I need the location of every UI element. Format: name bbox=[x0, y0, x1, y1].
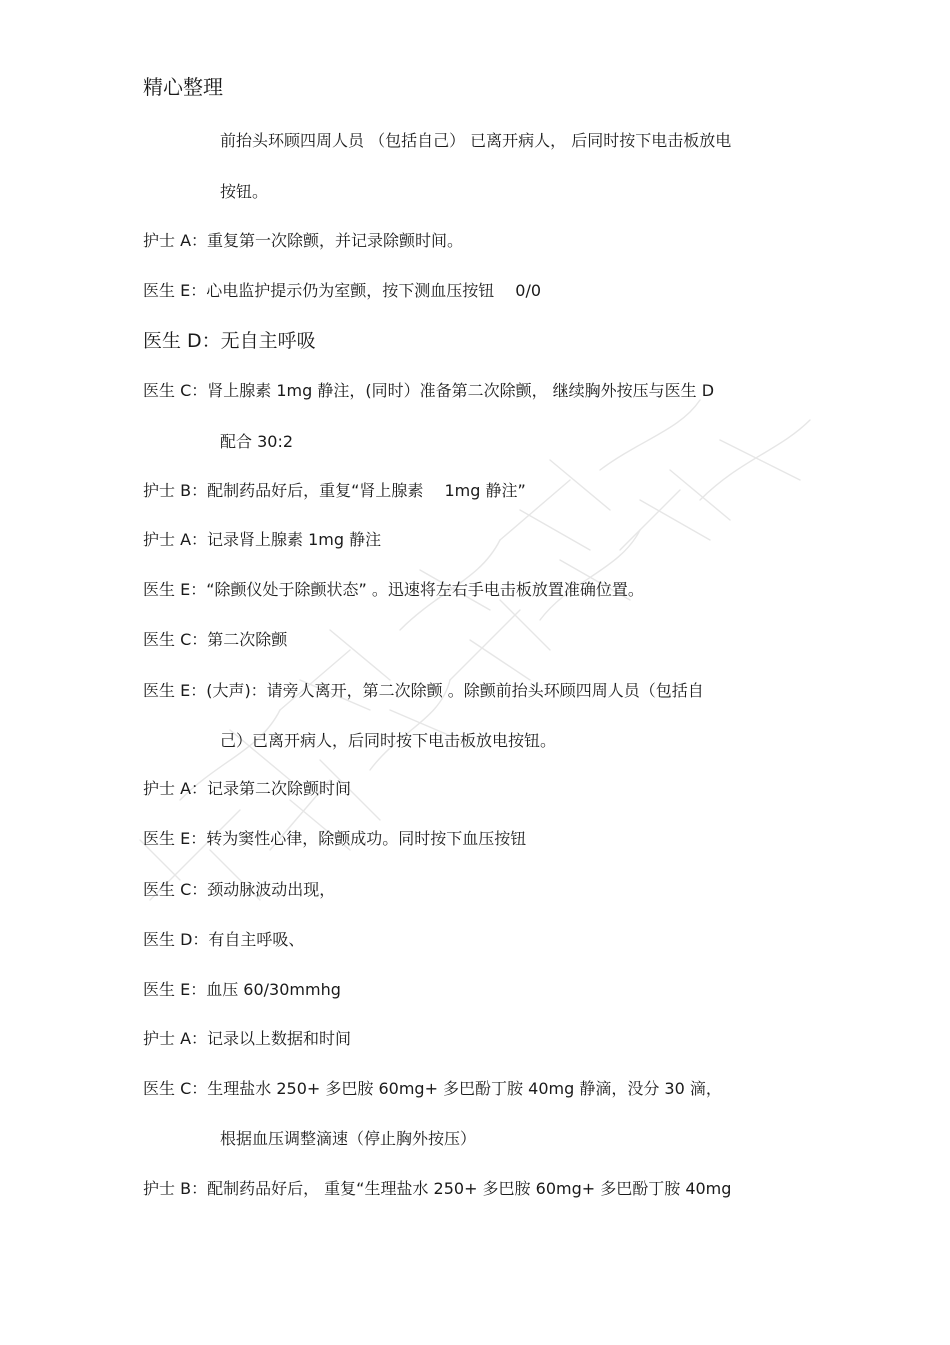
text-line: 护士 A：记录以上数据和时间 bbox=[143, 1029, 352, 1048]
text-line: 护士 B：配制药品好后， 重复“生理盐水 250+ 多巴胺 60mg+ 多巴酚丁胺 40mg bbox=[143, 1179, 732, 1198]
text-line: 医生 D：无自主呼吸 bbox=[143, 330, 316, 352]
page-header: 精心整理 bbox=[143, 75, 223, 99]
text-line: 根据血压调整滴速（停止胸外按压） bbox=[220, 1129, 477, 1148]
text-line: 医生 C：第二次除颤 bbox=[143, 630, 288, 649]
text-line: 前抬头环顾四周人员 （包括自己） 已离开病人， 后同时按下电击板放电 bbox=[220, 131, 732, 150]
text-line: 按钮。 bbox=[220, 182, 269, 201]
text-line: 医生 D：有自主呼吸、 bbox=[143, 930, 305, 949]
text-line: 护士 A：重复第一次除颤，并记录除颤时间。 bbox=[143, 231, 464, 250]
text-line: 医生 E：血压 60/30mmhg bbox=[143, 980, 341, 999]
text-line: 医生 C：颈动脉波动出现， bbox=[143, 880, 336, 899]
text-line: 医生 C：肾上腺素 1mg 静注，(同时）准备第二次除颤， 继续胸外按压与医生 D bbox=[143, 381, 715, 400]
text-line: 医生 E：“除颤仪处于除颤状态” 。迅速将左右手电击板放置准确位置。 bbox=[143, 580, 644, 599]
text-line: 医生 E：转为窦性心律，除颤成功。同时按下血压按钮 bbox=[143, 829, 527, 848]
text-line: 己）已离开病人，后同时按下电击板放电按钮。 bbox=[220, 731, 557, 750]
text-line: 医生 E：(大声)：请旁人离开，第二次除颤 。除颤前抬头环顾四周人员（包括自 bbox=[143, 681, 704, 700]
text-line: 医生 E：心电监护提示仍为室颤，按下测血压按钮 0/0 bbox=[143, 281, 542, 300]
text-line: 护士 B：配制药品好后，重复“肾上腺素 1mg 静注” bbox=[143, 481, 526, 500]
text-line: 医生 C：生理盐水 250+ 多巴胺 60mg+ 多巴酚丁胺 40mg 静滴，没分 30 滴， bbox=[143, 1079, 722, 1098]
text-line: 配合 30:2 bbox=[220, 432, 294, 451]
text-line: 护士 A：记录第二次除颤时间 bbox=[143, 779, 352, 798]
text-line: 护士 A：记录肾上腺素 1mg 静注 bbox=[143, 530, 382, 549]
